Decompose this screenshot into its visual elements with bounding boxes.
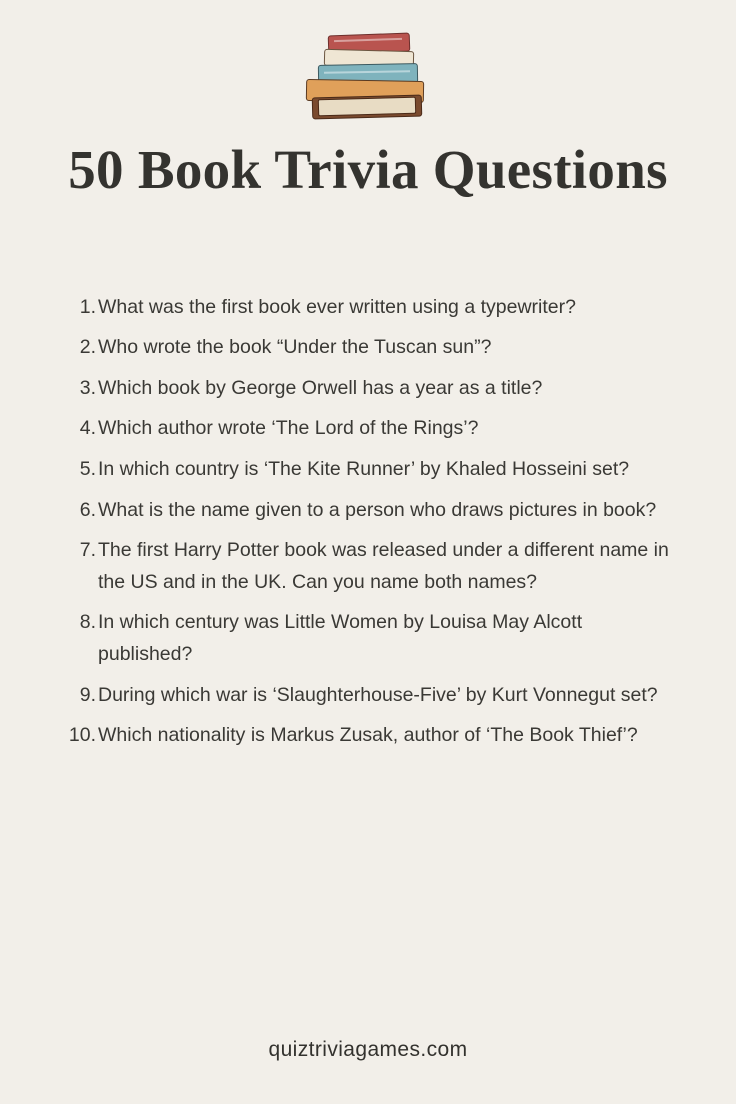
- question-number: 5.: [79, 458, 96, 481]
- list-item: [66, 413, 670, 445]
- question-number: 7.: [79, 539, 96, 562]
- book-brown-pages: [318, 97, 416, 117]
- list-item: [66, 332, 670, 364]
- question-text: What is the name given to a person who draws pictures in book?: [98, 498, 657, 521]
- list-item: [66, 292, 670, 324]
- question-text: The first Harry Potter book was released under a different name in the US and in the UK. Can you name both names?: [98, 539, 669, 593]
- question-text: Which nationality is Markus Zusak, author of ‘The Book Thief’?: [98, 724, 638, 747]
- question-text: What was the first book ever written using a typewriter?: [98, 295, 576, 318]
- question-number: 6.: [79, 498, 96, 521]
- question-text: Who wrote the book “Under the Tuscan sun”?: [98, 336, 492, 359]
- question-number: 10.: [68, 724, 96, 747]
- question-number: 9.: [79, 683, 96, 706]
- question-text: During which war is ‘Slaughterhouse-Five’ by Kurt Vonnegut set?: [98, 683, 658, 706]
- stack-of-books-icon: [298, 24, 438, 124]
- question-number: 3.: [79, 376, 96, 399]
- list-item: [66, 680, 670, 712]
- question-number: 1.: [79, 295, 96, 318]
- question-number: 4.: [79, 417, 96, 440]
- question-number: 2.: [79, 336, 96, 359]
- page-title: 50 Book Trivia Questions: [68, 139, 668, 200]
- question-list: [58, 292, 678, 761]
- footer-website: quiztriviagames.com: [268, 1038, 468, 1061]
- list-item: [66, 373, 670, 405]
- question-number: 8.: [79, 611, 96, 634]
- question-text: In which country is ‘The Kite Runner’ by Khaled Hosseini set?: [98, 458, 630, 481]
- list-item: [66, 720, 670, 752]
- list-item: [66, 454, 670, 486]
- question-text: Which author wrote ‘The Lord of the Rings’?: [98, 417, 479, 440]
- question-text: Which book by George Orwell has a year as a title?: [98, 376, 543, 399]
- list-item: [66, 607, 670, 670]
- list-item: [66, 535, 670, 598]
- question-text: In which century was Little Women by Louisa May Alcott published?: [98, 611, 583, 665]
- list-item: [66, 495, 670, 527]
